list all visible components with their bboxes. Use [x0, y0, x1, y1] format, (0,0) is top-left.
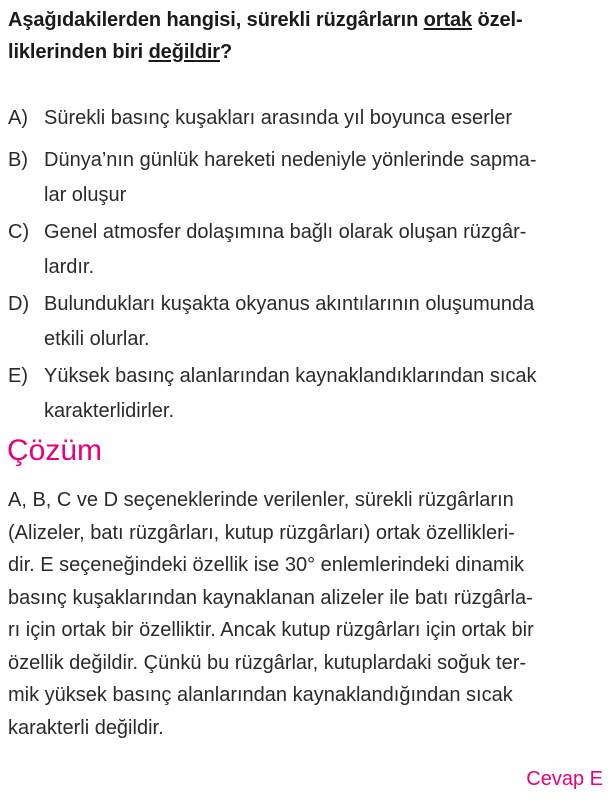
answer-label: Cevap E — [526, 768, 603, 790]
question-text — [8, 4, 608, 68]
solution-line: karakterli değildir. — [8, 716, 164, 739]
option-letter: C) — [8, 221, 30, 243]
solution-title: Çözüm — [7, 434, 103, 467]
question-part-2: özel- — [472, 9, 523, 31]
question-part-3: liklerinden biri — [8, 41, 149, 63]
option-text-line: Genel atmosfer dolaşımına bağlı olarak oluşan rüzgâr- — [44, 221, 527, 243]
question-part-4: ? — [220, 41, 233, 63]
solution-line: A, B, C ve D seçeneklerinde verilenler, sürekli rüzgârların — [8, 489, 514, 511]
question-line-2 — [8, 36, 608, 68]
option-text-line: etkili olurlar. — [44, 328, 150, 350]
option-text-line: karakterlidirler. — [44, 400, 175, 422]
option-e[interactable] — [8, 359, 608, 429]
option-text-line: Yüksek basınç alanlarından kaynaklandıklarından sıcak — [44, 365, 537, 387]
option-letter: A) — [8, 107, 28, 129]
solution-line: dir. E seçeneğindeki özellik ise 30° enlemlerindeki dinamik — [8, 554, 525, 576]
option-text-line: Sürekli basınç kuşakları arasında yıl boyunca eserler — [44, 107, 513, 129]
solution-body — [8, 484, 608, 744]
question-line-1 — [8, 4, 608, 36]
option-d[interactable] — [8, 287, 608, 357]
option-letter: D) — [8, 293, 30, 315]
option-text-line: lar oluşur — [44, 184, 127, 206]
option-text-line: lardır. — [44, 256, 95, 278]
solution-line: rı için ortak bir özelliktir. Ancak kutup rüzgârları için ortak bir — [8, 619, 534, 641]
solution-line: mik yüksek basınç alanlarından kaynaklandığından sıcak — [8, 684, 513, 706]
option-a[interactable] — [8, 101, 608, 136]
question-emphasis-ortak: ortak — [423, 9, 473, 31]
solution-line: özellik değildir. Çünkü bu rüzgârlar, kutuplardaki soğuk ter- — [8, 651, 527, 674]
option-text-line: Bulundukları kuşakta okyanus akıntılarının oluşumunda — [44, 293, 535, 315]
solution-line: (Alizeler, batı rüzgârları, kutup rüzgârları) ortak özellikleri- — [8, 521, 515, 544]
question-part-1: Aşağıdakilerden hangisi, sürekli rüzgârların — [8, 9, 424, 31]
option-letter: E) — [8, 365, 28, 387]
question-emphasis-degildir: değildir — [148, 41, 220, 63]
option-b[interactable] — [8, 143, 608, 213]
option-text-line: Dünya’nın günlük hareketi nedeniyle yönlerinde sapma- — [44, 149, 537, 171]
solution-line: basınç kuşaklarından kaynaklanan alizeler ile batı rüzgârla- — [8, 586, 533, 609]
option-c[interactable] — [8, 215, 608, 285]
option-letter: B) — [8, 149, 28, 171]
